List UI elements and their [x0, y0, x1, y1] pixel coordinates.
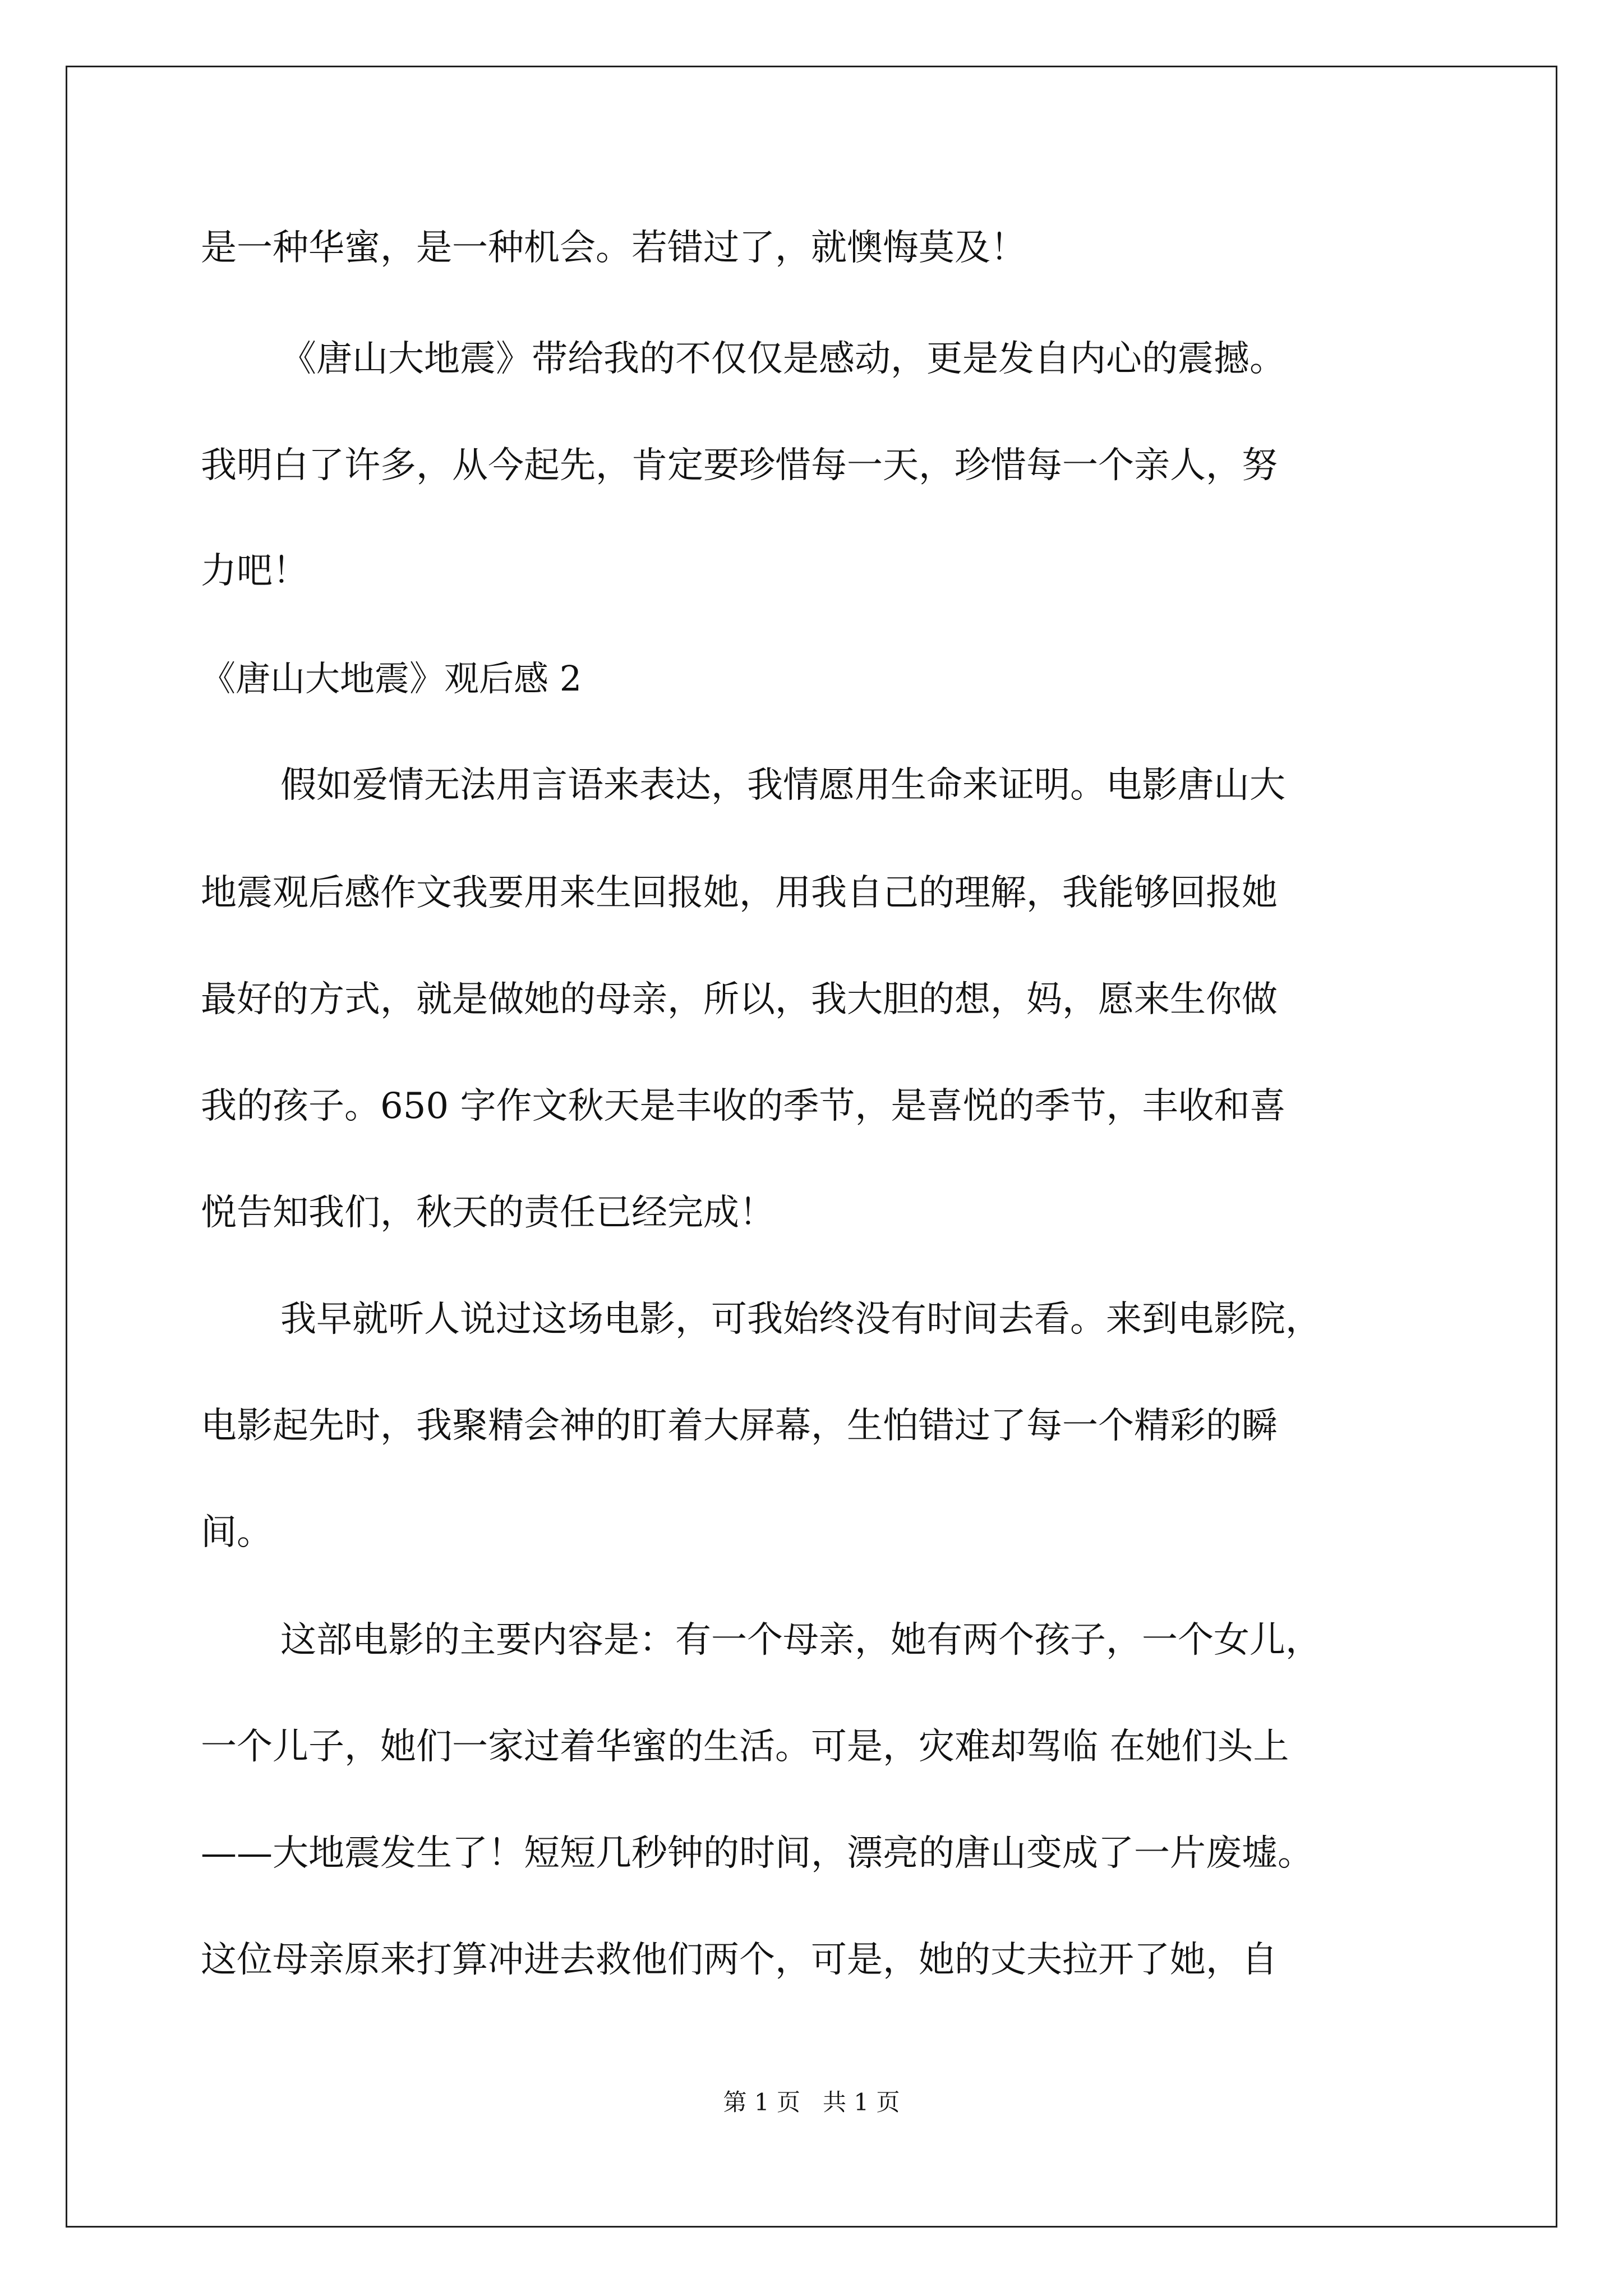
paragraph-line: 《唐山大地震》带给我的不仅仅是感动，更是发自内心的震撼。 — [280, 338, 1285, 380]
paragraph-line: 我的孩子。650 字作文秋天是丰收的季节，是喜悦的季节，丰收和喜 — [201, 1085, 1286, 1127]
paragraph-line: 一个儿子，她们一家过着华蜜的生活。可是，灾难却驾临 在她们头上 — [201, 1726, 1289, 1768]
paragraph-line: 我明白了许多，从今起先，肯定要珍惜每一天，珍惜每一个亲人，努 — [201, 445, 1278, 486]
paragraph-line: 假如爱情无法用言语来表达，我情愿用生命来证明。电影唐山大 — [280, 765, 1285, 806]
page-footer: 第 1 页 共 1 页 — [723, 2088, 900, 2116]
paragraph-line: 地震观后感作文我要用来生回报她，用我自己的理解，我能够回报她 — [201, 872, 1278, 914]
paragraph-line: 这位母亲原来打算冲进去救他们两个，可是，她的丈夫拉开了她，自 — [201, 1939, 1278, 1981]
page-border — [66, 66, 1557, 2228]
paragraph-line: 间。 — [201, 1512, 273, 1553]
paragraph-line: 我早就听人说过这场电影，可我始终没有时间去看。来到电影院， — [280, 1299, 1321, 1340]
paragraph-line: 最好的方式，就是做她的母亲，所以，我大胆的想，妈，愿来生你做 — [201, 979, 1278, 1020]
paragraph-line: 悦告知我们，秋天的责任已经完成！ — [201, 1192, 775, 1234]
paragraph-line: 电影起先时，我聚精会神的盯着大屏幕，生怕错过了每一个精彩的瞬 — [201, 1405, 1278, 1447]
paragraph-line: 这部电影的主要内容是：有一个母亲，她有两个孩子，一个女儿， — [280, 1619, 1321, 1661]
paragraph-line: 力吧！ — [201, 550, 308, 592]
paragraph-line: ——大地震发生了！短短几秒钟的时间，漂亮的唐山变成了一片废墟。 — [201, 1833, 1313, 1874]
section-title: 《唐山大地震》观后感 2 — [201, 658, 582, 699]
paragraph-line: 是一种华蜜，是一种机会。若错过了，就懊悔莫及！ — [201, 227, 1026, 269]
